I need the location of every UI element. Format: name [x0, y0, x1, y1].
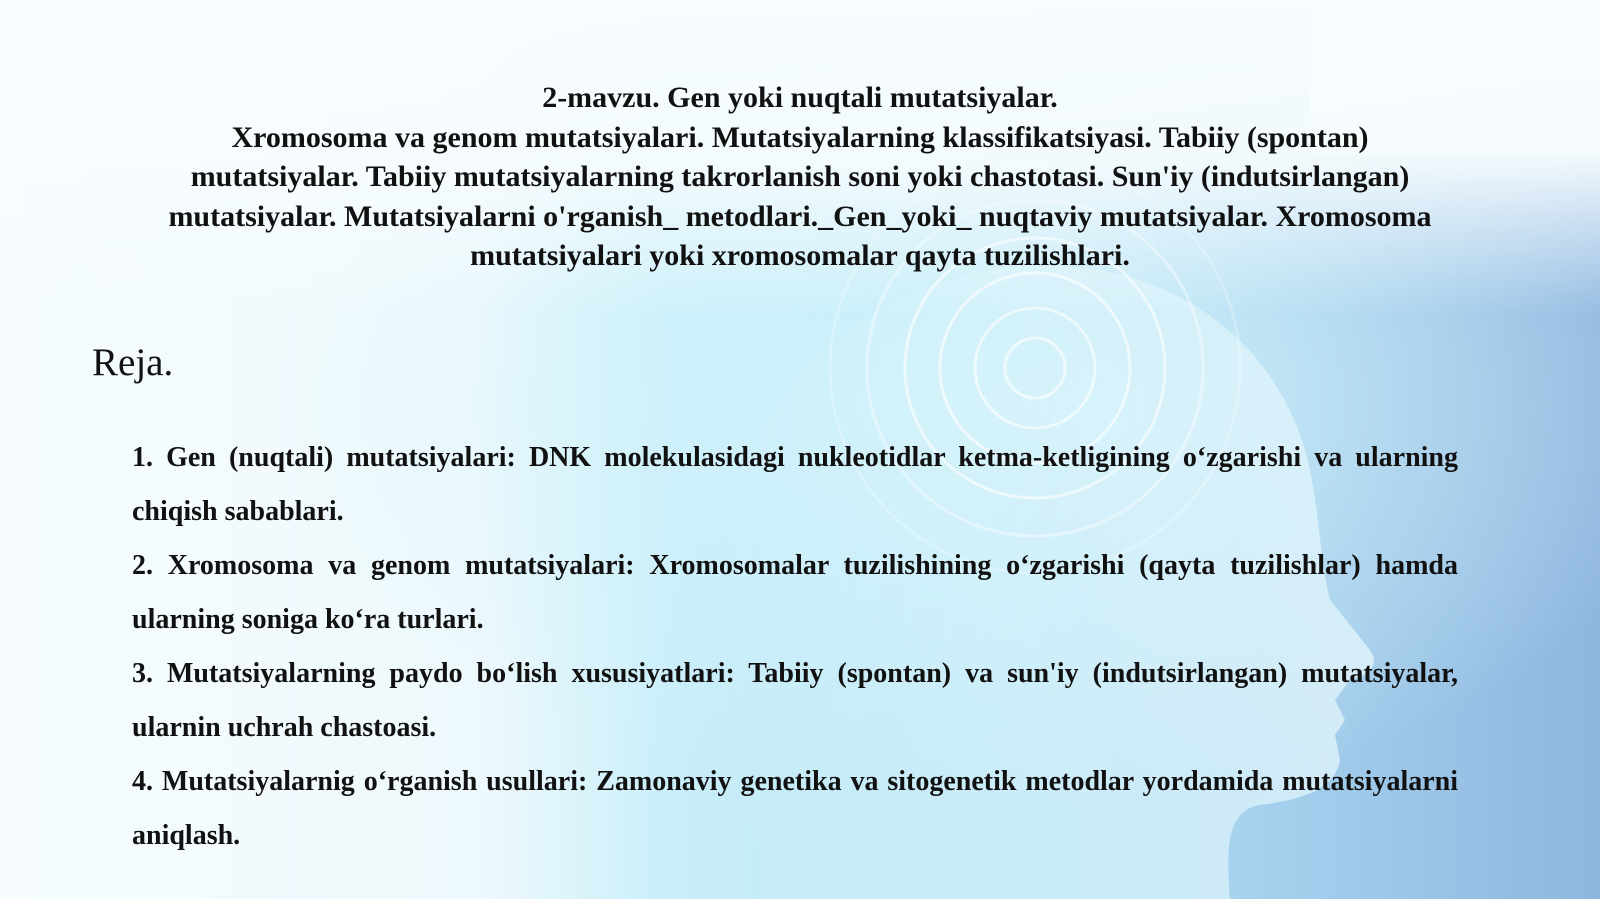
plan-item-4: 4. Mutatsiyalarnig o‘rganish usullari: Zamonaviy genetika va sitogenetik metodlar yordamida mutatsiyalarni aniqlash.	[132, 766, 1458, 851]
title-line-topic: 2-mavzu. Gen yoki nuqtali mutatsiyalar.	[542, 81, 1058, 114]
plan-list	[132, 431, 1458, 863]
plan-item-3: 3. Mutatsiyalarning paydo bo‘lish xususiyatlari: Tabiiy (spontan) va sun'iy (indutsirlangan) mutatsiyalar, ularnin uchrah chastoasi.	[132, 658, 1458, 743]
slide-title	[150, 78, 1450, 276]
plan-item-1: 1. Gen (nuqtali) mutatsiyalari: DNK molekulasidagi nukleotidlar ketma-ketligining o‘zgarishi va ularning chiqish sabablari.	[132, 442, 1458, 527]
plan-heading: Reja.	[92, 341, 174, 384]
title-line-subtopics: Xromosoma va genom mutatsiyalari. Mutatsiyalarning klassifikatsiyasi. Tabiiy (spontan) mutatsiyalar. Tabiiy mutatsiyalarning takrorlanish soni yoki chastotasi. Sun'iy (indutsirlangan) mutatsiyalar. Mutatsiyalarni o'rganish_ metodlari._Gen_yoki_ nuqtaviy mutatsiyalar. Xromosoma mutatsiyalari yoki xromosomalar qayta tuzilishlari.	[168, 120, 1432, 272]
plan-item-2: 2. Xromosoma va genom mutatsiyalari: Xromosomalar tuzilishining o‘zgarishi (qayta tuzilishlar) hamda ularning soniga ko‘ra turlari.	[132, 550, 1458, 635]
